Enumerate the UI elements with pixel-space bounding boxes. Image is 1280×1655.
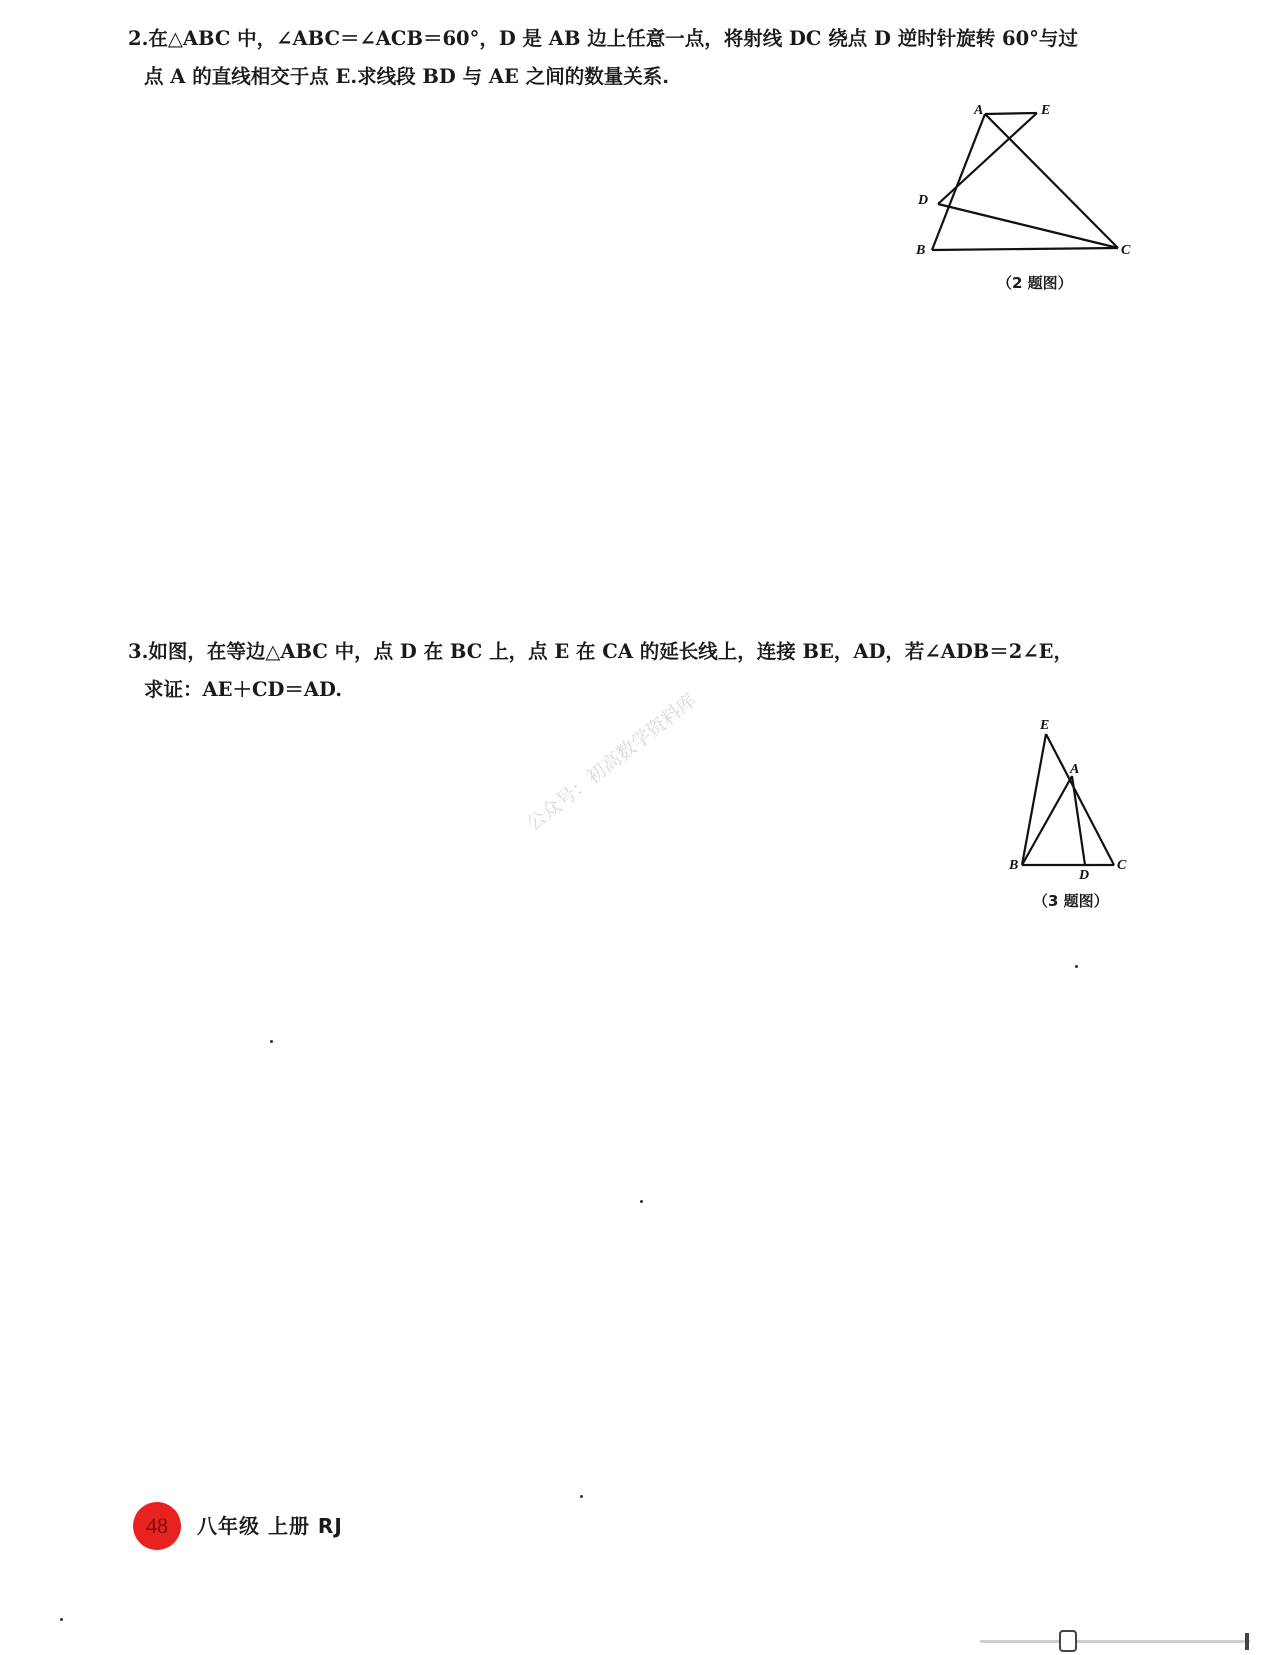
- problem-3: [128, 633, 1148, 709]
- label-d: D: [918, 193, 929, 208]
- problem-3-line-2: 求证：AE＋CD＝AD.: [144, 678, 343, 701]
- triangle-abc-diagram: [916, 100, 1140, 290]
- page-footer: [133, 1502, 533, 1550]
- scan-speck: [640, 1200, 643, 1203]
- problem-3-line-1: 3.如图，在等边△ABC 中，点 D 在 BC 上，点 E 在 CA 的延长线上，连接 BE，AD，若∠ADB＝2∠E，: [128, 640, 1074, 663]
- segment-ad: [1072, 776, 1085, 865]
- scan-speck: [60, 1618, 63, 1621]
- page-number-badge: 48: [133, 1502, 181, 1550]
- scan-speck: [1075, 965, 1078, 968]
- label-e: E: [1040, 718, 1050, 733]
- segment-bc: [932, 248, 1118, 250]
- problem-2: [128, 20, 1148, 96]
- scroll-indicator[interactable]: [980, 1630, 1250, 1652]
- book-label: 八年级 上册 RJ: [197, 1514, 343, 1538]
- segment-de: [938, 113, 1037, 204]
- label-a: A: [974, 103, 984, 118]
- label-b: B: [916, 243, 926, 258]
- label-b: B: [1009, 858, 1019, 873]
- watermark: 公众号：初高数学资料库: [522, 689, 701, 836]
- label-c: C: [1117, 858, 1127, 873]
- label-d: D: [1079, 868, 1090, 883]
- segment-dc: [938, 204, 1118, 248]
- problem-2-figure: [916, 100, 1140, 290]
- problem-3-caption: （3 题图）: [1033, 892, 1109, 910]
- segment-ab: [932, 114, 985, 250]
- segment-ec: [1046, 734, 1114, 865]
- problem-2-line-1: 2.在△ABC 中，∠ABC＝∠ACB＝60°，D 是 AB 边上任意一点，将射线 DC 绕点 D 逆时针旋转 60°与过: [128, 27, 1078, 50]
- label-c: C: [1121, 243, 1131, 258]
- problem-3-figure: [1000, 713, 1130, 913]
- problem-2-line-2: 点 A 的直线相交于点 E.求线段 BD 与 AE 之间的数量关系.: [144, 65, 669, 88]
- label-e: E: [1041, 103, 1051, 118]
- label-a: A: [1070, 762, 1080, 777]
- equilateral-triangle-diagram: [1000, 713, 1130, 913]
- problem-2-caption: （2 题图）: [997, 274, 1073, 292]
- segment-ae: [985, 113, 1037, 114]
- segment-ac: [985, 114, 1118, 248]
- scan-speck: [270, 1040, 273, 1043]
- scan-speck: [580, 1495, 583, 1498]
